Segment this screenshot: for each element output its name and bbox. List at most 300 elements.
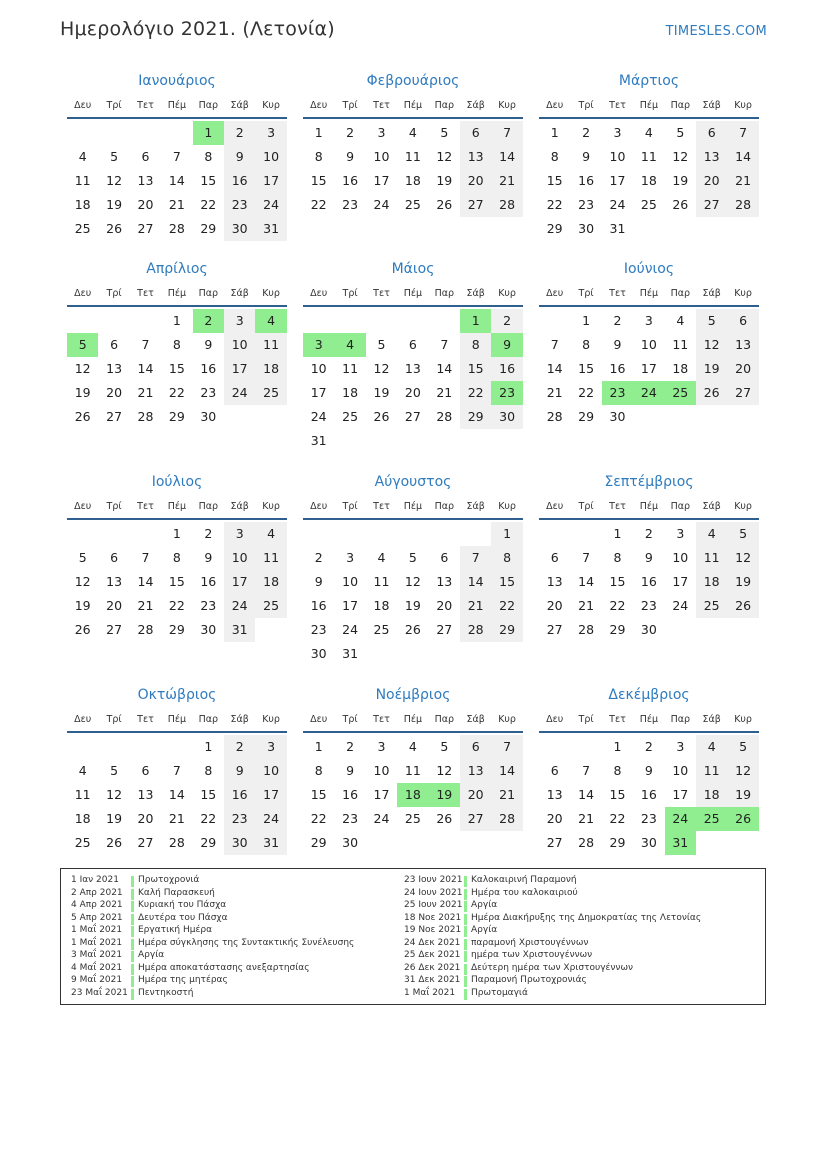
day-cell: 19 [727,783,758,807]
weekday-header [539,100,759,116]
day-cell: 9 [644,763,653,778]
day-cell: 11 [640,149,657,164]
day-cell: 19 [404,598,421,613]
weekday-label: Τρί [578,714,594,725]
holiday-day-cell: 4 [255,309,286,333]
day-cell: 2 [346,739,355,754]
day-grid [67,522,287,672]
legend-color-marker [131,951,134,962]
day-cell: 30 [310,646,327,661]
weekday-label: Τετ [373,100,390,111]
header-rule [303,518,523,520]
legend-holiday-name: Ημέρα αποκατάστασης ανεξαρτησίας [138,962,310,973]
day-cell: 25 [404,811,421,826]
holiday-day-cell: 2 [193,309,224,333]
weekday-label: Κυρ [262,100,280,111]
day-cell: 1 [550,125,559,140]
day-cell: 4 [377,550,386,565]
legend-holiday-name: Δευτέρα του Πάσχα [138,912,228,923]
day-cell: 28 [727,193,758,217]
day-cell: 26 [74,409,91,424]
day-cell: 21 [727,169,758,193]
day-cell: 14 [436,361,453,376]
holiday-day-cell: 26 [727,807,758,831]
day-cell: 8 [613,550,622,565]
day-cell: 28 [491,807,522,831]
day-cell: 1 [172,526,181,541]
day-cell: 30 [224,217,255,241]
day-cell: 22 [168,598,185,613]
day-cell: 20 [696,169,727,193]
weekday-label: Κυρ [734,501,752,512]
day-cell: 31 [342,646,359,661]
day-cell: 24 [342,622,359,637]
day-cell: 20 [137,197,154,212]
day-cell: 26 [727,594,758,618]
holiday-day-cell: 25 [696,807,727,831]
day-cell: 16 [491,357,522,381]
month-name: Αύγουστος [374,474,452,490]
day-cell: 10 [672,550,689,565]
day-cell: 25 [74,835,91,850]
month-name: Οκτώβριος [137,687,217,703]
holiday-day-cell: 23 [491,381,522,405]
legend-holiday-name: Δεύτερη ημέρα των Χριστουγέννων [471,962,634,973]
weekday-label: Σάβ [230,714,249,725]
day-cell: 13 [460,759,491,783]
day-cell: 24 [373,197,390,212]
legend-color-marker [464,951,467,962]
header-rule [67,305,287,307]
day-cell: 10 [672,763,689,778]
weekday-label: Σάβ [230,288,249,299]
weekday-label: Πέμ [403,714,423,725]
day-cell: 18 [74,811,91,826]
day-cell: 10 [609,149,626,164]
day-cell: 25 [255,594,286,618]
day-cell: 11 [74,173,91,188]
day-cell: 3 [613,125,622,140]
day-cell: 18 [373,598,390,613]
legend-color-marker [464,901,467,912]
day-cell: 29 [546,221,563,236]
weekday-label: Τρί [342,100,358,111]
day-cell: 15 [491,570,522,594]
day-cell: 8 [582,337,591,352]
day-cell: 7 [491,121,522,145]
legend-holiday-name: Πρωτομαγιά [471,987,528,998]
header-rule [539,731,759,733]
legend-color-marker [131,876,134,887]
legend-color-marker [464,976,467,987]
day-cell: 17 [609,173,626,188]
weekday-label: Σάβ [702,288,721,299]
day-cell: 25 [342,409,359,424]
site-link[interactable]: TIMESLES.COM [665,24,767,39]
day-cell: 23 [640,598,657,613]
day-cell: 1 [613,739,622,754]
day-cell: 4 [676,313,685,328]
legend-date: 23 Ιουν 2021 [404,875,463,885]
day-cell: 12 [696,333,727,357]
month-name: Φεβρουάριος [366,73,460,89]
day-cell: 13 [696,145,727,169]
day-cell: 3 [255,735,286,759]
day-cell: 29 [609,835,626,850]
day-cell: 26 [74,622,91,637]
legend-color-marker [131,964,134,975]
day-cell: 27 [460,807,491,831]
day-cell: 27 [460,193,491,217]
day-grid [67,309,287,459]
legend-holiday-name: Αργία [471,925,498,935]
day-cell: 14 [491,145,522,169]
day-cell: 2 [644,739,653,754]
legend-holiday-name: Καλοκαιρινή Παραμονή [471,875,577,885]
day-cell: 5 [727,735,758,759]
weekday-header [539,714,759,730]
day-cell: 11 [255,546,286,570]
weekday-label: Παρ [434,501,454,512]
day-cell: 6 [550,763,559,778]
day-cell: 12 [74,574,91,589]
day-cell: 28 [436,409,453,424]
day-cell: 20 [727,357,758,381]
legend-date: 1 Μαΐ 2021 [71,937,123,948]
legend-color-marker [464,926,467,937]
day-cell: 21 [578,811,595,826]
day-cell: 18 [255,357,286,381]
weekday-label: Τρί [342,288,358,299]
weekday-label: Πέμ [403,288,423,299]
day-cell: 6 [696,121,727,145]
day-cell: 30 [224,831,255,855]
legend-date: 4 Μαΐ 2021 [71,962,123,973]
day-cell: 27 [546,835,563,850]
day-cell: 6 [460,121,491,145]
day-cell: 17 [224,570,255,594]
day-cell: 28 [137,409,154,424]
day-cell: 6 [141,763,150,778]
day-cell: 27 [727,381,758,405]
holiday-day-cell: 18 [397,783,428,807]
day-cell: 21 [436,385,453,400]
day-cell: 26 [373,409,390,424]
legend-date: 1 Μαΐ 2021 [71,925,123,935]
day-cell: 12 [436,763,453,778]
weekday-label: Πέμ [403,501,423,512]
day-cell: 27 [404,409,421,424]
day-cell: 4 [78,149,87,164]
day-cell: 22 [168,385,185,400]
day-cell: 12 [404,574,421,589]
weekday-label: Κυρ [262,714,280,725]
day-grid [303,735,523,885]
day-cell: 11 [255,333,286,357]
day-cell: 13 [106,574,123,589]
day-cell: 21 [491,783,522,807]
legend-color-marker [464,989,467,1000]
day-cell: 25 [255,381,286,405]
day-grid [539,735,759,885]
weekday-label: Πέμ [639,501,659,512]
day-grid [303,309,523,459]
day-cell: 5 [440,739,449,754]
day-cell: 7 [172,149,181,164]
weekday-label: Σάβ [466,288,485,299]
day-cell: 5 [78,550,87,565]
legend-date: 18 Νοε 2021 [404,912,462,923]
weekday-label: Δευ [310,288,328,299]
day-cell: 29 [491,618,522,642]
day-cell: 25 [373,622,390,637]
weekday-header [67,288,287,304]
day-cell: 9 [204,337,213,352]
day-cell: 16 [224,783,255,807]
day-cell: 26 [404,622,421,637]
weekday-label: Σάβ [466,501,485,512]
day-cell: 21 [168,197,185,212]
weekday-label: Πέμ [639,714,659,725]
day-cell: 30 [491,405,522,429]
day-grid [67,121,287,271]
day-cell: 30 [578,221,595,236]
day-cell: 14 [460,570,491,594]
day-cell: 25 [74,221,91,236]
day-cell: 6 [727,309,758,333]
day-cell: 20 [460,169,491,193]
day-cell: 9 [224,759,255,783]
day-cell: 15 [310,173,327,188]
day-cell: 9 [314,574,323,589]
day-cell: 26 [672,197,689,212]
day-cell: 26 [436,811,453,826]
weekday-label: Πέμ [167,501,187,512]
day-cell: 2 [491,309,522,333]
day-cell: 8 [491,546,522,570]
day-cell: 8 [550,149,559,164]
day-cell: 19 [696,357,727,381]
day-cell: 10 [373,149,390,164]
legend-holiday-name: παραμονή Χριστουγέννων [471,937,589,948]
day-cell: 22 [491,594,522,618]
day-cell: 7 [491,735,522,759]
legend-holiday-name: Καλή Παρασκευή [138,887,215,898]
day-cell: 30 [200,622,217,637]
weekday-label: Παρ [670,288,690,299]
day-cell: 26 [696,381,727,405]
day-cell: 24 [255,807,286,831]
day-cell: 17 [255,783,286,807]
day-cell: 12 [672,149,689,164]
weekday-header [303,714,523,730]
day-cell: 30 [640,622,657,637]
day-cell: 3 [377,739,386,754]
weekday-header [303,288,523,304]
day-cell: 24 [373,811,390,826]
weekday-label: Δευ [546,501,564,512]
day-cell: 21 [137,598,154,613]
header-rule [539,305,759,307]
day-cell: 10 [224,546,255,570]
day-cell: 5 [696,309,727,333]
day-cell: 13 [436,574,453,589]
day-grid [303,522,523,672]
day-cell: 9 [224,145,255,169]
day-cell: 16 [224,169,255,193]
legend-holiday-name: Αργία [471,900,498,910]
month-name: Ιούλιος [151,474,203,490]
day-cell: 21 [168,811,185,826]
legend-holiday-name: Πεντηκοστή [138,987,194,998]
weekday-label: Παρ [434,714,454,725]
weekday-label: Παρ [198,288,218,299]
month-name: Νοέμβριος [375,687,451,703]
day-cell: 29 [200,835,217,850]
day-cell: 4 [255,522,286,546]
weekday-label: Τετ [373,501,390,512]
day-cell: 31 [609,221,626,236]
day-cell: 14 [491,759,522,783]
day-cell: 29 [168,409,185,424]
weekday-label: Κυρ [498,714,516,725]
day-cell: 21 [578,598,595,613]
day-cell: 12 [74,361,91,376]
day-cell: 6 [460,735,491,759]
day-cell: 16 [640,787,657,802]
day-cell: 4 [644,125,653,140]
day-cell: 13 [404,361,421,376]
day-cell: 11 [404,149,421,164]
legend-date: 31 Δεκ 2021 [404,975,461,985]
weekday-label: Σάβ [230,501,249,512]
day-cell: 18 [342,385,359,400]
weekday-header [539,288,759,304]
day-cell: 3 [377,125,386,140]
legend-date: 24 Ιουν 2021 [404,887,463,898]
day-cell: 17 [342,598,359,613]
weekday-label: Πέμ [167,100,187,111]
header-rule [67,731,287,733]
day-cell: 24 [224,381,255,405]
day-cell: 12 [106,173,123,188]
day-cell: 6 [110,550,119,565]
weekday-label: Δευ [546,288,564,299]
month-name: Μάιος [391,261,435,277]
weekday-label: Παρ [434,100,454,111]
day-cell: 15 [310,787,327,802]
legend-color-marker [131,889,134,900]
day-cell: 25 [404,197,421,212]
day-cell: 16 [342,173,359,188]
day-cell: 22 [310,811,327,826]
weekday-label: Τετ [373,288,390,299]
legend-date: 25 Δεκ 2021 [404,950,461,960]
holiday-legend [60,868,766,1005]
day-cell: 30 [609,409,626,424]
day-cell: 10 [373,763,390,778]
weekday-label: Πέμ [403,100,423,111]
day-cell: 20 [436,598,453,613]
weekday-label: Πέμ [167,288,187,299]
day-cell: 8 [204,763,213,778]
day-cell: 4 [696,735,727,759]
day-cell: 15 [168,361,185,376]
weekday-label: Πέμ [639,100,659,111]
legend-date: 4 Απρ 2021 [71,900,123,910]
day-cell: 29 [168,622,185,637]
holiday-day-cell: 24 [633,381,664,405]
day-cell: 23 [224,807,255,831]
day-cell: 5 [440,125,449,140]
day-cell: 22 [200,197,217,212]
day-cell: 5 [408,550,417,565]
weekday-label: Πέμ [167,714,187,725]
day-cell: 26 [106,221,123,236]
day-cell: 27 [106,409,123,424]
weekday-label: Κυρ [734,100,752,111]
day-cell: 23 [578,197,595,212]
day-cell: 10 [255,759,286,783]
day-cell: 30 [640,835,657,850]
legend-holiday-name: Παραμονή Πρωτοχρονιάς [471,975,587,985]
day-grid [539,121,759,271]
weekday-header [303,501,523,517]
day-cell: 2 [613,313,622,328]
day-cell: 2 [314,550,323,565]
day-cell: 15 [609,574,626,589]
day-cell: 13 [546,574,563,589]
day-cell: 20 [546,811,563,826]
day-cell: 7 [141,337,150,352]
day-cell: 28 [137,622,154,637]
day-cell: 20 [106,385,123,400]
weekday-label: Σάβ [466,714,485,725]
day-cell: 16 [609,361,626,376]
day-cell: 5 [110,763,119,778]
legend-holiday-name: Αργία [138,950,165,960]
day-cell: 16 [578,173,595,188]
day-cell: 1 [172,313,181,328]
day-cell: 17 [640,361,657,376]
day-cell: 23 [200,598,217,613]
day-cell: 22 [310,197,327,212]
legend-holiday-name: Ημέρα της μητέρας [138,975,228,985]
day-cell: 14 [137,361,154,376]
day-cell: 20 [460,783,491,807]
legend-holiday-name: Πρωτοχρονιά [138,875,200,885]
day-cell: 7 [440,337,449,352]
legend-date: 5 Απρ 2021 [71,912,123,923]
day-cell: 19 [436,173,453,188]
day-cell: 7 [727,121,758,145]
weekday-label: Κυρ [262,288,280,299]
day-cell: 5 [727,522,758,546]
header-rule [67,117,287,119]
day-cell: 12 [106,787,123,802]
day-cell: 1 [491,522,522,546]
day-cell: 3 [255,121,286,145]
day-cell: 20 [137,811,154,826]
header-rule [303,117,523,119]
month-name: Μάρτιος [618,73,680,89]
day-cell: 11 [342,361,359,376]
day-cell: 16 [640,574,657,589]
day-cell: 8 [172,337,181,352]
day-cell: 12 [727,759,758,783]
day-cell: 22 [460,381,491,405]
day-cell: 4 [408,125,417,140]
